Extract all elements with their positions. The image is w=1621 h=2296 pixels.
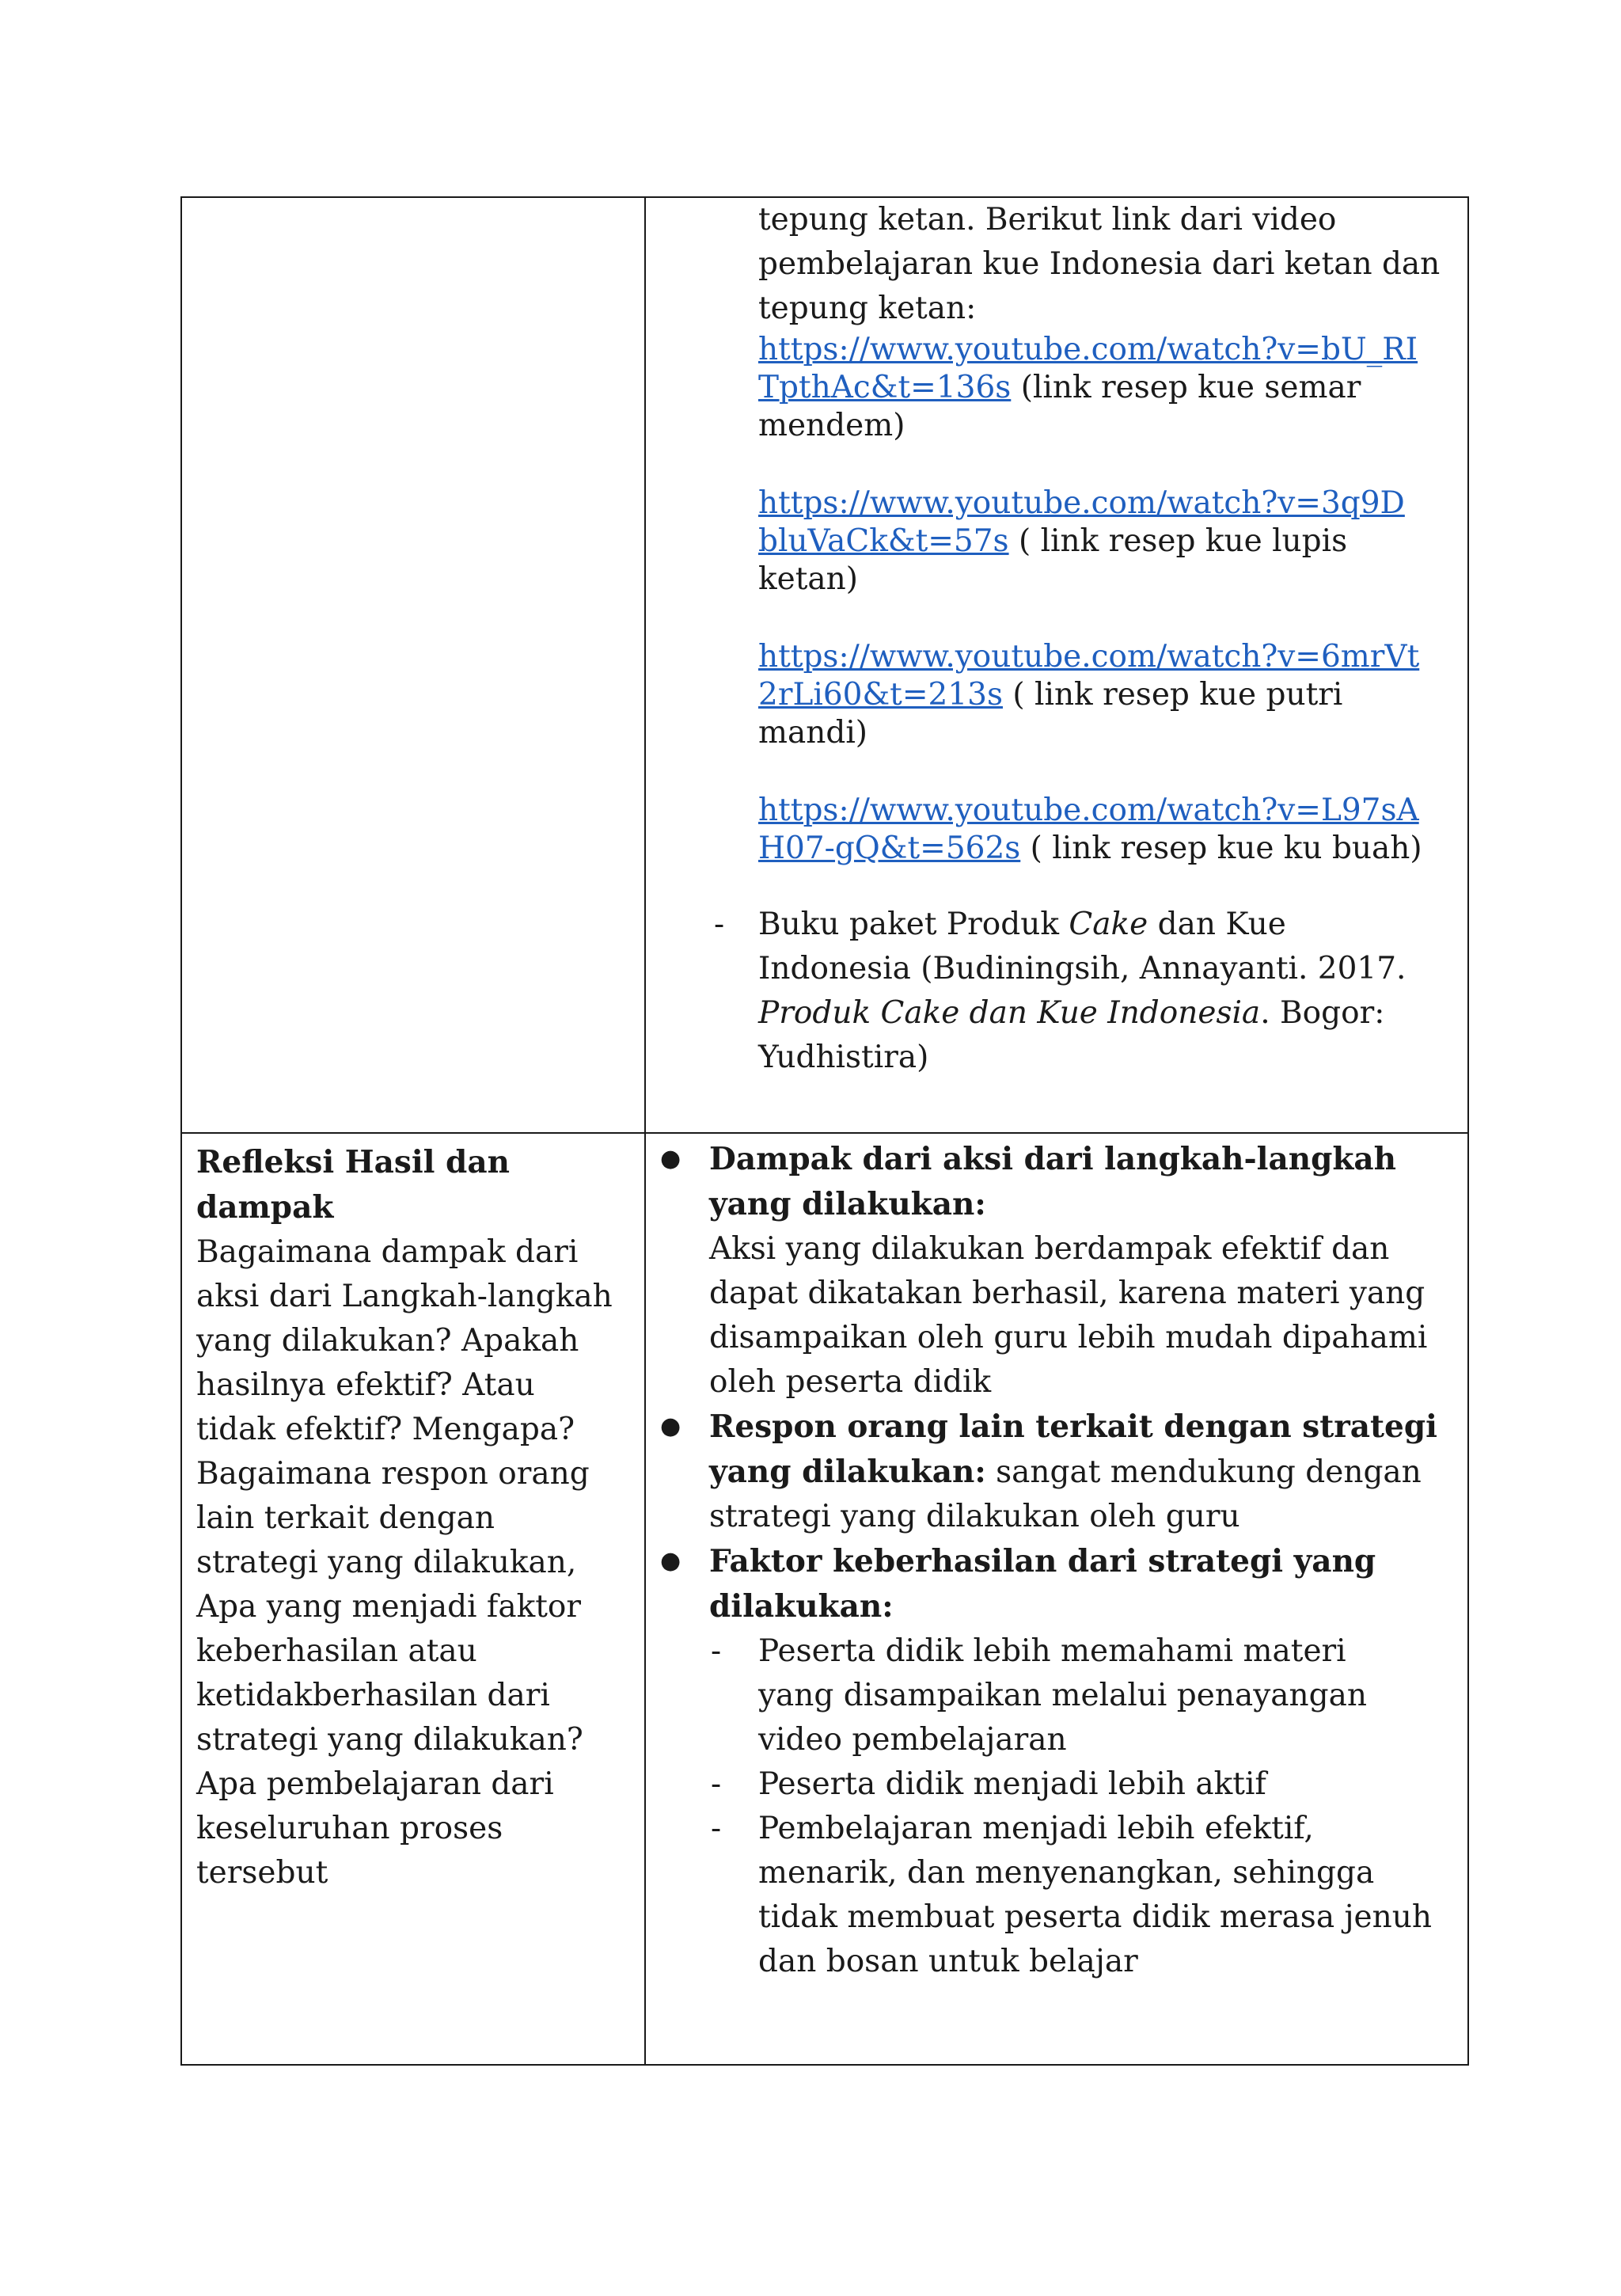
text-line: Apa yang menjadi faktor <box>196 1589 582 1625</box>
text-line: keseluruhan proses <box>196 1811 503 1846</box>
section-heading <box>196 1140 635 1230</box>
heading-text: dampak <box>196 1189 334 1226</box>
book-title: Produk Cake dan Kue Indonesia <box>758 995 1261 1031</box>
text-line: Peserta didik menjadi lebih aktif <box>758 1766 1266 1802</box>
list-item <box>646 1539 1455 1629</box>
link-item <box>758 331 1455 445</box>
table-row <box>181 197 1468 1133</box>
text-line: Indonesia (Budiningsih, Annayanti. 2017. <box>758 951 1407 986</box>
bullet-icon: ● <box>660 1412 681 1440</box>
link-desc: ( link resep kue ku buah) <box>1020 831 1422 866</box>
video-link-semar-mendem-cont[interactable]: TpthAc&t=136s <box>758 370 1012 405</box>
sub-list-item <box>646 1807 1455 1984</box>
text-line: dapat dikatakan berhasil, karena materi yang <box>709 1275 1425 1311</box>
text-line: yang dilakukan? Apakah <box>196 1323 579 1359</box>
text-line: Aksi yang dilakukan berdampak efektif dan <box>709 1231 1390 1267</box>
dash-marker: - <box>711 1766 722 1802</box>
bullet-heading: yang dilakukan: <box>709 1454 986 1490</box>
dash-marker: - <box>711 1633 722 1669</box>
text-line: ketidakberhasilan dari <box>196 1678 550 1713</box>
sub-list-item <box>646 1762 1455 1807</box>
text-line: Apa pembelajaran dari <box>196 1766 554 1802</box>
text-line: dan bosan untuk belajar <box>758 1944 1138 1979</box>
row1-right-cell <box>645 197 1468 1133</box>
row1-left-cell <box>181 197 645 1133</box>
list-item <box>646 1405 1455 1539</box>
video-link-putri-mandi[interactable]: https://www.youtube.com/watch?v=6mrVt <box>758 639 1420 675</box>
bullet-heading: yang dilakukan: <box>709 1186 986 1222</box>
text-line: Yudhistira) <box>758 1040 929 1075</box>
list-item <box>646 1137 1455 1405</box>
text-line: lain terkait dengan <box>196 1500 495 1536</box>
prompt-questions <box>196 1230 635 1895</box>
bullet-heading: Faktor keberhasilan dari strategi yang <box>709 1543 1376 1579</box>
video-link-lupis-ketan[interactable]: https://www.youtube.com/watch?v=3q9D <box>758 485 1405 521</box>
text-line: strategi yang dilakukan? <box>196 1722 583 1758</box>
row2-right-cell <box>645 1133 1468 2065</box>
bullet-heading: Dampak dari aksi dari langkah-langkah <box>709 1141 1396 1177</box>
link-desc: ketan) <box>758 561 858 597</box>
text-line: tepung ketan: <box>758 291 977 326</box>
dash-marker: - <box>711 1811 722 1846</box>
text-line: keberhasilan atau <box>196 1633 477 1669</box>
reflection-table <box>180 196 1469 2066</box>
table-row <box>181 1133 1468 2065</box>
text-line: video pembelajaran <box>758 1722 1067 1758</box>
dash-marker: - <box>714 907 725 942</box>
text-line: tidak efektif? Mengapa? <box>196 1412 575 1447</box>
video-link-ku-buah[interactable]: https://www.youtube.com/watch?v=L97sA <box>758 793 1419 828</box>
text: sangat mendukung dengan <box>985 1454 1422 1490</box>
video-link-lupis-ketan-cont[interactable]: bluVaCk&t=57s <box>758 523 1009 559</box>
link-item <box>758 485 1455 599</box>
text-line: pembelajaran kue Indonesia dari ketan dan <box>758 246 1441 282</box>
text-line: strategi yang dilakukan, <box>196 1545 577 1580</box>
link-desc: ( link resep kue lupis <box>1008 523 1348 559</box>
text-line: aksi dari Langkah-langkah <box>196 1279 613 1314</box>
text-line: strategi yang dilakukan oleh guru <box>709 1499 1240 1534</box>
text-line: Pembelajaran menjadi lebih efektif, <box>758 1811 1314 1846</box>
text-line: tersebut <box>196 1855 328 1891</box>
bullet-heading: Respon orang lain terkait dengan strategi <box>709 1408 1437 1445</box>
link-desc: mandi) <box>758 715 868 751</box>
bullet-heading: dilakukan: <box>709 1588 894 1625</box>
text-line: Bagaimana dampak dari <box>196 1234 579 1270</box>
text-line: oleh peserta didik <box>709 1364 992 1400</box>
link-desc: mendem) <box>758 408 905 443</box>
text-line: hasilnya efektif? Atau <box>196 1367 535 1403</box>
text-line: disampaikan oleh guru lebih mudah dipahami <box>709 1320 1428 1355</box>
text-line: tidak membuat peserta didik merasa jenuh <box>758 1899 1432 1935</box>
heading-text: Refleksi Hasil dan <box>196 1144 510 1180</box>
video-link-ku-buah-cont[interactable]: H07-gQ&t=562s <box>758 831 1021 866</box>
text-italic: Cake <box>1069 907 1148 942</box>
text-line: menarik, dan menyenangkan, sehingga <box>758 1855 1375 1891</box>
link-item <box>758 638 1455 752</box>
text-line: Peserta didik lebih memahami materi <box>758 1633 1346 1669</box>
sub-list-item <box>646 1629 1455 1762</box>
text: dan Kue <box>1148 907 1286 942</box>
text: Buku paket Produk <box>758 907 1069 942</box>
link-desc: (link resep kue semar <box>1011 370 1361 405</box>
bullet-icon: ● <box>660 1145 681 1173</box>
bullet-icon: ● <box>660 1547 681 1575</box>
text-line: tepung ketan. Berikut link dari video <box>758 202 1337 238</box>
book-reference <box>714 903 1455 1080</box>
row2-left-cell <box>181 1133 645 2065</box>
text-line: yang disampaikan melalui penayangan <box>758 1678 1367 1713</box>
text-line: Bagaimana respon orang <box>196 1456 590 1492</box>
video-link-putri-mandi-cont[interactable]: 2rLi60&t=213s <box>758 677 1003 713</box>
video-link-semar-mendem[interactable]: https://www.youtube.com/watch?v=bU_RI <box>758 332 1418 367</box>
intro-text <box>758 198 1455 331</box>
link-item <box>758 792 1455 868</box>
text: . Bogor: <box>1260 995 1385 1031</box>
link-desc: ( link resep kue putri <box>1002 677 1343 713</box>
